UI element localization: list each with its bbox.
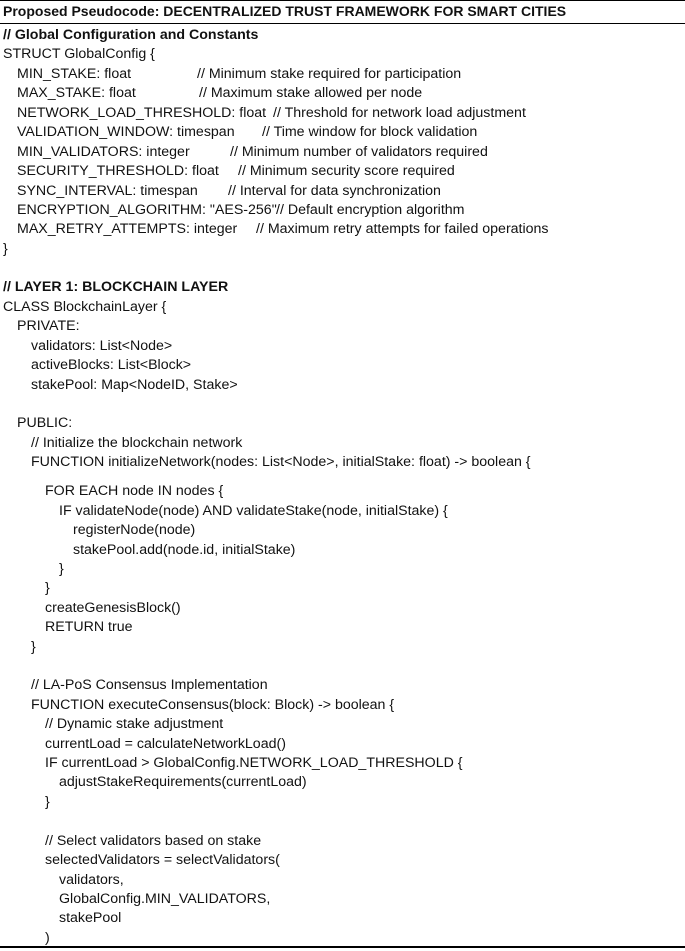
code-text: FUNCTION initializeNetwork(nodes: List<Node>, initialStake: float) -> boolean { [31,454,531,470]
code-line [45,754,463,773]
code-line [45,715,223,734]
code-comment: // Time window for block validation [262,124,478,140]
code-line [45,735,286,754]
code-text: } [59,561,64,577]
code-text: FUNCTION executeConsensus(block: Block) -> boolean { [31,697,395,713]
code-text: validators, [59,872,124,888]
code-comment: // Minimum number of validators required [230,144,488,160]
code-line [3,45,155,64]
code-line [59,871,124,890]
code-text: RETURN true [45,619,133,635]
code-line [59,890,270,909]
code-line [17,162,219,181]
code-line [31,337,172,356]
code-text: validators: List<Node> [31,338,173,354]
code-text: registerNode(node) [73,522,196,538]
code-line [31,453,531,472]
code-text: MAX_STAKE: float [17,85,136,101]
code-text: // Select validators based on stake [45,833,262,849]
code-line [31,356,191,375]
code-comment: // Default encryption algorithm [276,202,465,218]
code-line [45,579,50,598]
code-line [3,278,228,297]
code-comment: // Threshold for network load adjustment [273,105,526,121]
code-line [17,201,277,220]
code-text: // Initialize the blockchain network [31,435,243,451]
code-text: GlobalConfig.MIN_VALIDATORS, [59,891,271,907]
code-text: stakePool.add(node.id, initialStake) [73,542,296,558]
code-line [17,317,80,336]
title-rule [0,23,685,24]
code-line [73,541,295,560]
code-text: MAX_RETRY_ATTEMPTS: integer [17,221,238,237]
code-text: } [3,241,8,257]
code-line [45,599,181,618]
code-line [17,65,131,84]
code-comment: // Interval for data synchronization [228,183,441,199]
code-text: CLASS BlockchainLayer { [3,299,167,315]
code-line [3,298,166,317]
code-text: currentLoad = calculateNetworkLoad() [45,736,286,752]
code-text: SYNC_INTERVAL: timespan [17,183,198,199]
code-line [59,909,121,928]
code-text: FOR EACH node IN nodes { [45,483,224,499]
code-line [31,696,394,715]
code-text: PRIVATE: [17,318,80,334]
code-comment: // Maximum retry attempts for failed operations [256,221,549,237]
code-text: ) [45,930,50,946]
code-line [31,638,36,657]
code-text: selectedValidators = selectValidators( [45,852,280,868]
code-line [17,123,235,142]
code-line [45,793,50,812]
code-text: // Dynamic stake adjustment [45,716,224,732]
code-line [59,502,448,521]
code-line [31,676,268,695]
code-line [3,240,8,259]
code-line [17,143,190,162]
code-line [17,104,266,123]
code-text: NETWORK_LOAD_THRESHOLD: float [17,105,267,121]
code-line [45,832,261,851]
code-text: } [45,794,50,810]
code-text: ENCRYPTION_ALGORITHM: "AES-256" [17,202,277,218]
code-comment: // Minimum security score required [238,163,455,179]
document-title: Proposed Pseudocode: DECENTRALIZED TRUST FRAMEWORK FOR SMART CITIES [3,3,567,19]
code-line [45,482,223,501]
code-line [3,26,258,45]
code-text: // Global Configuration and Constants [3,27,259,43]
code-line [45,851,280,870]
code-line [59,773,307,792]
code-text: PUBLIC: [17,415,73,431]
code-text: adjustStakeRequirements(currentLoad) [59,774,307,790]
code-text: // LA-PoS Consensus Implementation [31,677,268,693]
code-text: stakePool [59,910,122,926]
code-text: } [45,580,50,596]
code-text: // LAYER 1: BLOCKCHAIN LAYER [3,279,229,295]
code-text: createGenesisBlock() [45,600,181,616]
code-line [17,84,136,103]
bottom-rule [0,946,685,948]
code-line [17,182,198,201]
code-text: activeBlocks: List<Block> [31,357,192,373]
code-text: IF currentLoad > GlobalConfig.NETWORK_LOAD_THRESHOLD { [45,755,463,771]
code-text: MIN_STAKE: float [17,66,132,82]
code-text: IF validateNode(node) AND validateStake(node, initialStake) { [59,503,448,519]
code-line [73,521,195,540]
code-line [31,434,242,453]
top-rule [0,0,685,1]
code-line [17,220,237,239]
code-line [45,618,133,637]
code-comment: // Minimum stake required for participation [197,66,462,82]
code-text: VALIDATION_WINDOW: timespan [17,124,235,140]
code-text: STRUCT GlobalConfig { [3,46,155,62]
code-text: stakePool: Map<NodeID, Stake> [31,377,238,393]
code-comment: // Maximum stake allowed per node [199,85,423,101]
code-line [59,560,64,579]
code-text: } [31,639,36,655]
code-line [31,376,238,395]
code-line [17,414,72,433]
code-text: SECURITY_THRESHOLD: float [17,163,219,179]
code-text: MIN_VALIDATORS: integer [17,144,190,160]
